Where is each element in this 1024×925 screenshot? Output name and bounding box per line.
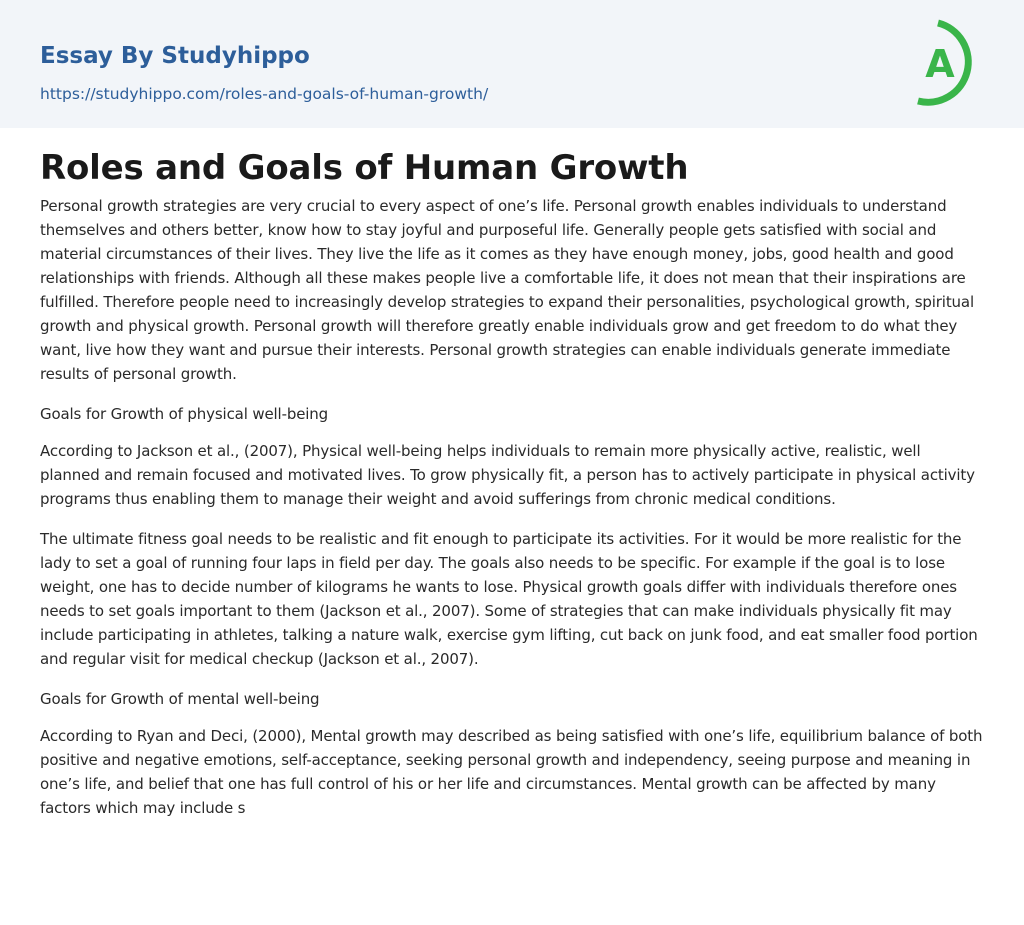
ring-logo-icon[interactable] bbox=[908, 17, 988, 107]
site-header bbox=[0, 0, 1024, 128]
section-heading-mental: Goals for Growth of mental well-being bbox=[40, 690, 320, 708]
source-url-link[interactable]: https://studyhippo.com/roles-and-goals-of-human-growth/ bbox=[40, 85, 489, 103]
intro-paragraph: Personal growth strategies are very crucial to every aspect of one’s life. Personal growth enables individuals to understand themselves and others better, know how to stay joyful and purposeful life. Generally people gets satisfied with social and material circumstances of their lives. They live the life as it comes as they have enough money, jobs, good health and good relationships with friends. Although all these makes people live a comfortable life, it does not mean that their inspirations are fulfilled. Therefore people need to increasingly develop strategies to expand their personalities, psychological growth, spiritual growth and physical growth. Personal growth will therefore greatly enable individuals grow and get freedom to do what they want, live how they want and pursue their interests. Personal growth strategies can enable individuals generate immediate results of personal growth. bbox=[40, 197, 974, 383]
article-body bbox=[0, 146, 1024, 820]
logo-letter: A bbox=[925, 42, 955, 86]
brand-title[interactable]: Essay By Studyhippo bbox=[40, 43, 310, 69]
section-heading-physical: Goals for Growth of physical well-being bbox=[40, 405, 329, 423]
page-title: Roles and Goals of Human Growth bbox=[40, 148, 689, 188]
physical-paragraph-1: According to Jackson et al., (2007), Physical well-being helps individuals to remain more physically active, realistic, well planned and remain focused and motivated lives. To grow physically fit, a person has to actively participate in physical activity programs thus enabling them to manage their weight and avoid sufferings from chronic medical conditions. bbox=[40, 442, 975, 508]
mental-paragraph-1: According to Ryan and Deci, (2000), Mental growth may described as being satisfied with one’s life, equilibrium balance of both positive and negative emotions, self-acceptance, seeking personal growth and independency, seeing purpose and meaning in one’s life, and belief that one has full control of his or her life and circumstances. Mental growth can be affected by many factors which may include s bbox=[40, 727, 983, 817]
physical-paragraph-2: The ultimate fitness goal needs to be realistic and fit enough to participate its activities. For it would be more realistic for the lady to set a goal of running four laps in field per day. The goals also needs to be specific. For example if the goal is to lose weight, one has to decide number of kilograms he wants to lose. Physical growth goals differ with individuals therefore ones needs to set goals important to them (Jackson et al., 2007). Some of strategies that can make individuals physically fit may include participating in athletes, talking a nature walk, exercise gym lifting, cut back on junk food, and eat smaller food portion and regular visit for medical checkup (Jackson et al., 2007). bbox=[40, 530, 978, 668]
